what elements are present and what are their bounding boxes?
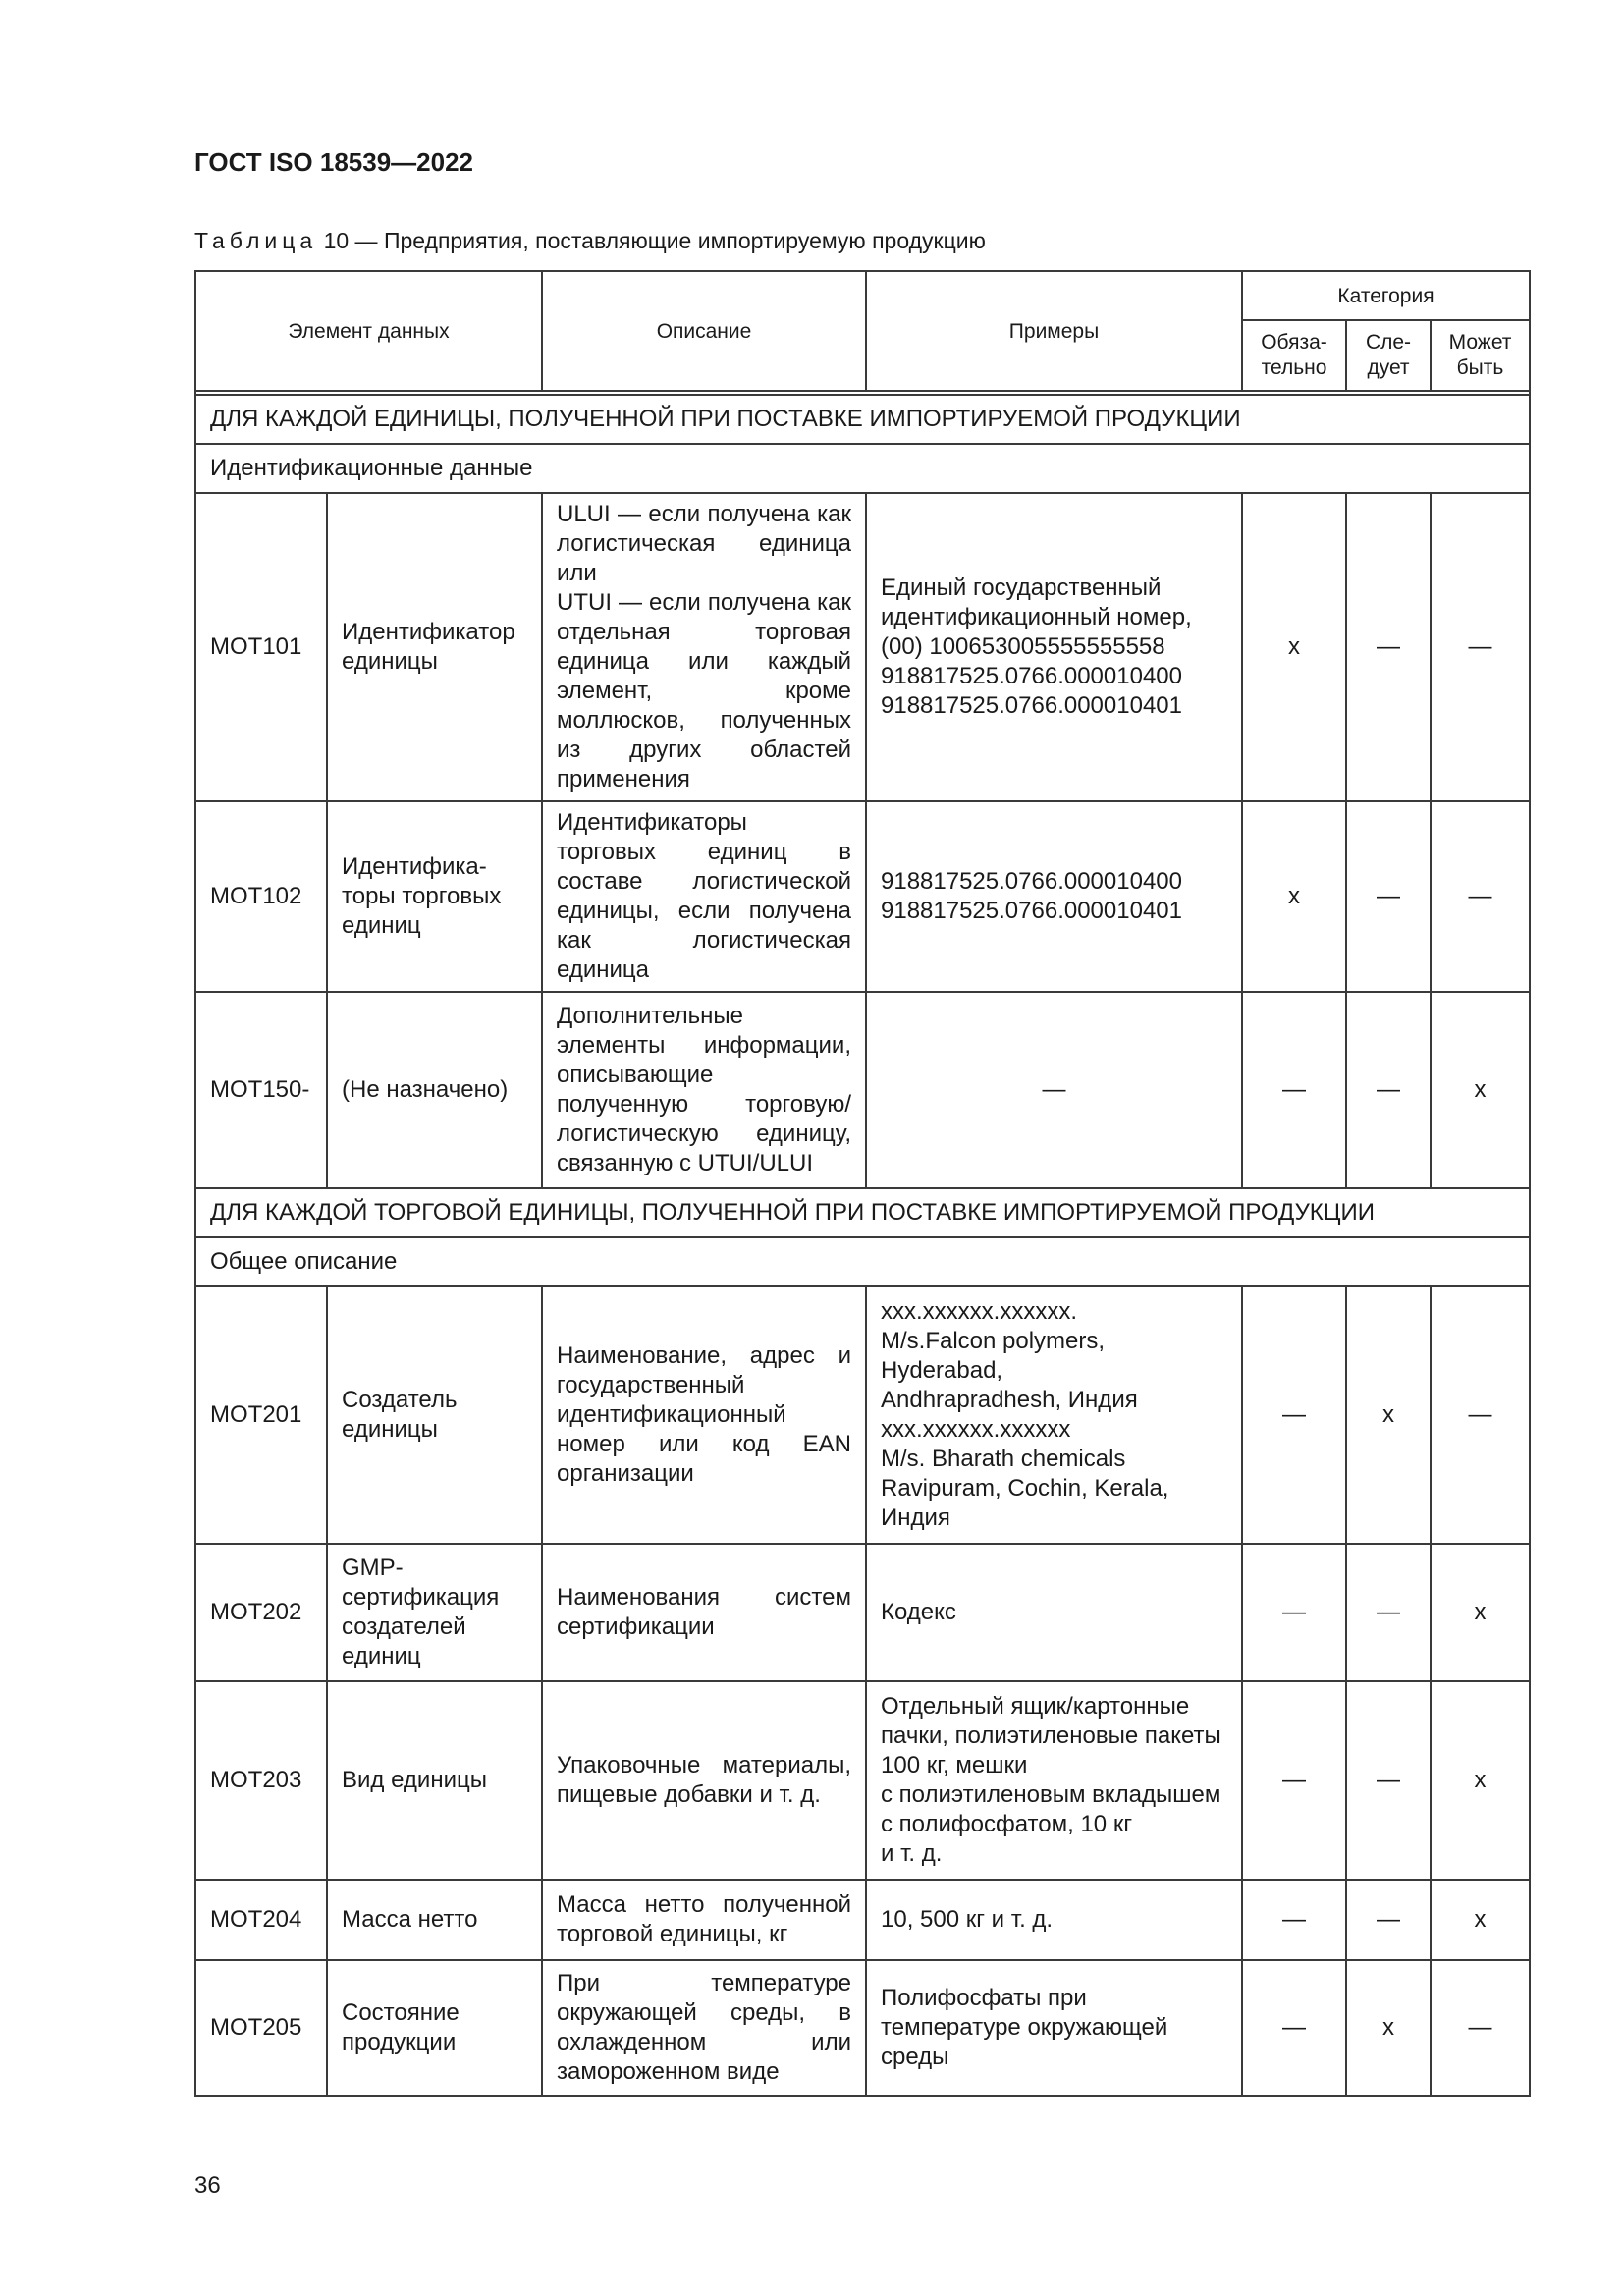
column-header-examples: Примеры xyxy=(866,271,1242,391)
column-header-mandatory: Обяза- тельно xyxy=(1242,320,1346,391)
row-code: MOT150- xyxy=(195,992,327,1188)
row-description: Идентификаторы торговых единиц в составе логистической единицы, если получена как логистическая единица xyxy=(542,801,866,992)
row-code: MOT201 xyxy=(195,1286,327,1544)
row-name: (Не назначено) xyxy=(327,992,542,1188)
row-mandatory: — xyxy=(1242,1960,1346,2096)
row-mandatory: — xyxy=(1242,1681,1346,1880)
row-name: Создатель единицы xyxy=(327,1286,542,1544)
row-mandatory: x xyxy=(1242,493,1346,801)
row-code: MOT204 xyxy=(195,1880,327,1960)
column-header-should: Сле- дует xyxy=(1346,320,1431,391)
row-mandatory: — xyxy=(1242,1286,1346,1544)
row-examples: Полифосфаты при температуре окружающей среды xyxy=(866,1960,1242,2096)
row-should: — xyxy=(1346,1880,1431,1960)
row-mandatory: — xyxy=(1242,992,1346,1188)
subsection-row xyxy=(195,1237,1530,1286)
row-may: — xyxy=(1431,493,1530,801)
section-row xyxy=(195,395,1530,444)
row-may: — xyxy=(1431,1960,1530,2096)
row-name: Вид единицы xyxy=(327,1681,542,1880)
table-caption-text: 10 — Предприятия, поставляющие импортируемую продукцию xyxy=(317,228,986,253)
row-should: x xyxy=(1346,1286,1431,1544)
row-mandatory: — xyxy=(1242,1544,1346,1681)
table-caption-prefix: Таблица xyxy=(194,228,318,253)
row-may: — xyxy=(1431,801,1530,992)
row-description: Наименования систем сертификации xyxy=(542,1544,866,1681)
row-examples: Единый государственный идентификационный номер, (00) 100653005555555558 918817525.0766.000010400 918817525.0766.000010401 xyxy=(866,493,1242,801)
row-may: x xyxy=(1431,1880,1530,1960)
row-examples: 918817525.0766.000010400 918817525.0766.000010401 xyxy=(866,801,1242,992)
table-row xyxy=(195,1960,1530,2096)
table-row xyxy=(195,801,1530,992)
section-heading: ДЛЯ КАЖДОЙ ЕДИНИЦЫ, ПОЛУЧЕННОЙ ПРИ ПОСТАВКЕ ИМПОРТИРУЕМОЙ ПРОДУКЦИИ xyxy=(195,395,1530,444)
row-examples: xxx.xxxxxx.xxxxxx. M/s.Falcon polymers, Hyderabad, Andhrapradhesh, Индия xxx.xxxxxx.xxxxxx M/s. Bharath chemicals Ravipuram, Cochin, Kerala, Индия xyxy=(866,1286,1242,1544)
row-description: Масса нетто полученной торговой единицы, кг xyxy=(542,1880,866,1960)
row-should: — xyxy=(1346,801,1431,992)
row-may: — xyxy=(1431,1286,1530,1544)
row-description: Наименование, адрес и государственный идентификационный номер или код EAN организации xyxy=(542,1286,866,1544)
table-row xyxy=(195,1681,1530,1880)
subsection-heading: Общее описание xyxy=(195,1237,1530,1286)
data-table xyxy=(194,270,1531,2097)
row-code: MOT202 xyxy=(195,1544,327,1681)
subsection-heading: Идентификационные данные xyxy=(195,444,1530,493)
row-should: x xyxy=(1346,1960,1431,2096)
row-mandatory: x xyxy=(1242,801,1346,992)
row-should: — xyxy=(1346,1681,1431,1880)
column-header-element: Элемент данных xyxy=(195,271,542,391)
page-number: 36 xyxy=(194,2172,221,2199)
table-row xyxy=(195,1286,1530,1544)
row-description: Дополнительные элементы информации, описывающие полученную торговую/логистическую единицу, связанную с UTUI/ULUI xyxy=(542,992,866,1188)
column-header-may: Может быть xyxy=(1431,320,1530,391)
row-may: x xyxy=(1431,1544,1530,1681)
row-code: MOT102 xyxy=(195,801,327,992)
row-description: При температуре окружающей среды, в охлажденном или замороженном виде xyxy=(542,1960,866,2096)
row-examples: 10, 500 кг и т. д. xyxy=(866,1880,1242,1960)
row-code: MOT101 xyxy=(195,493,327,801)
row-may: x xyxy=(1431,1681,1530,1880)
table-row xyxy=(195,1544,1530,1681)
document-code: ГОСТ ISO 18539—2022 xyxy=(194,147,474,177)
column-header-description: Описание xyxy=(542,271,866,391)
row-should: — xyxy=(1346,493,1431,801)
column-header-category: Категория xyxy=(1242,271,1530,320)
row-name: Идентифика- торы торговых единиц xyxy=(327,801,542,992)
row-examples: Кодекс xyxy=(866,1544,1242,1681)
row-may: x xyxy=(1431,992,1530,1188)
row-name: Состояние продукции xyxy=(327,1960,542,2096)
row-name: GMP- сертификация создателей единиц xyxy=(327,1544,542,1681)
row-code: MOT203 xyxy=(195,1681,327,1880)
row-description: ULUI — если получена как логистическая единица или UTUI — если получена как отдельная торговая единица или каждый элемент, кроме моллюсков, полученных из других областей применения xyxy=(542,493,866,801)
subsection-row xyxy=(195,444,1530,493)
table-header-row xyxy=(195,271,1530,320)
row-examples: Отдельный ящик/картонные пачки, полиэтиленовые пакеты 100 кг, мешки с полиэтиленовым вкладышем с полифосфатом, 10 кг и т. д. xyxy=(866,1681,1242,1880)
row-should: — xyxy=(1346,992,1431,1188)
section-row xyxy=(195,1188,1530,1237)
table-caption xyxy=(194,228,986,254)
row-name: Идентификатор единицы xyxy=(327,493,542,801)
table-row xyxy=(195,992,1530,1188)
row-mandatory: — xyxy=(1242,1880,1346,1960)
row-name: Масса нетто xyxy=(327,1880,542,1960)
row-examples: — xyxy=(866,992,1242,1188)
section-heading: ДЛЯ КАЖДОЙ ТОРГОВОЙ ЕДИНИЦЫ, ПОЛУЧЕННОЙ ПРИ ПОСТАВКЕ ИМПОРТИРУЕМОЙ ПРОДУКЦИИ xyxy=(195,1188,1530,1237)
row-should: — xyxy=(1346,1544,1431,1681)
table-row xyxy=(195,493,1530,801)
table-row xyxy=(195,1880,1530,1960)
row-code: MOT205 xyxy=(195,1960,327,2096)
row-description: Упаковочные материалы, пищевые добавки и т. д. xyxy=(542,1681,866,1880)
